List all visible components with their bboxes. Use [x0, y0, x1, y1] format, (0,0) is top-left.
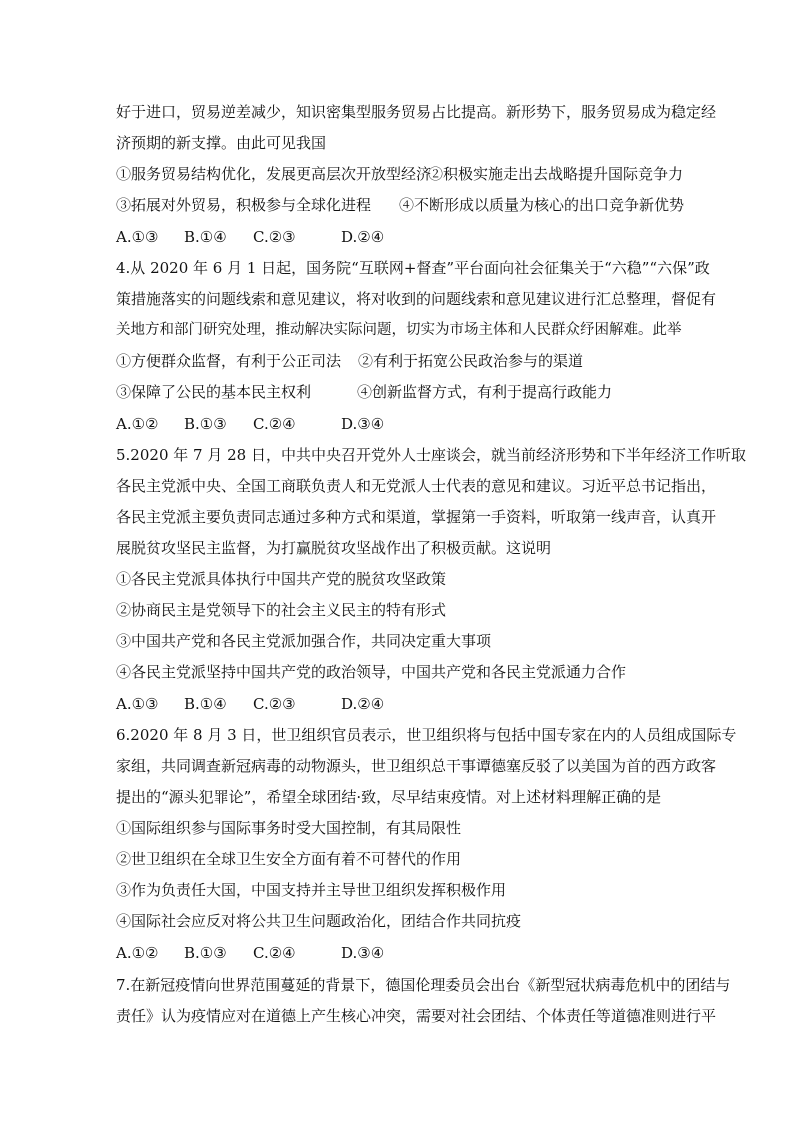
q3-answer-a: A.①③ [116, 228, 159, 246]
q6-line-2: 家组，共同调查新冠病毒的动物源头，世卫组织总干事谭德塞反驳了以美国为首的西方政客 [116, 757, 717, 775]
q4-options-row-2 [0, 382, 794, 402]
q3-option-3: ③拓展对外贸易，积极参与全球化进程 [116, 196, 372, 214]
q3-answer-d: D.②④ [341, 228, 385, 246]
q3-option-1: ①服务贸易结构优化，发展更高层次开放型经济 [116, 165, 432, 183]
q3-line-2: 济预期的新支撑。由此可见我国 [116, 134, 327, 152]
q6-answer-row [0, 943, 794, 963]
q6-line-1: 6.2020 年 8 月 3 日，世卫组织官员表示，世卫组织将与包括中国专家在内的人员组成国际专 [116, 726, 737, 744]
q4-answer-c: C.②④ [253, 415, 296, 433]
q4-line-1: 4.从 2020 年 6 月 1 日起，国务院“互联网+督查”平台面向社会征集关于“六稳”“六保”政 [116, 259, 710, 277]
q6-answer-a: A.①② [116, 944, 159, 962]
q5-answer-row [0, 694, 794, 714]
q3-option-2: ②积极实施走出去战略提升国际竞争力 [428, 165, 684, 183]
q5-option-1: ①各民主党派具体执行中国共产党的脱贫攻坚政策 [116, 570, 447, 588]
q3-answer-b: B.①④ [184, 228, 227, 246]
q5-line-4: 展脱贫攻坚民主监督，为打赢脱贫攻坚战作出了积极贡献。这说明 [116, 539, 552, 557]
q5-answer-b: B.①④ [184, 695, 227, 713]
q3-line-1: 好于进口，贸易逆差减少，知识密集型服务贸易占比提高。新形势下，服务贸易成为稳定经 [116, 103, 717, 121]
q4-answer-a: A.①② [116, 415, 159, 433]
q6-option-3: ③作为负责任大国，中国支持并主导世卫组织发挥积极作用 [116, 881, 507, 899]
q4-option-4: ④创新监督方式，有利于提高行政能力 [357, 383, 613, 401]
q5-option-2: ②协商民主是党领导下的社会主义民主的特有形式 [116, 601, 447, 619]
q7-line-2: 责任》认为疫情应对在道德上产生核心冲突，需要对社会团结、个体责任等道德准则进行平 [116, 1007, 717, 1025]
q6-answer-b: B.①③ [184, 944, 227, 962]
q3-answer-c: C.②③ [253, 228, 296, 246]
q5-answer-d: D.②④ [341, 695, 385, 713]
q3-options-row-1 [0, 164, 794, 184]
q5-line-1: 5.2020 年 7 月 28 日，中共中央召开党外人士座谈会，就当前经济形势和下半年经济工作听取 [116, 446, 746, 464]
q7-line-1: 7.在新冠疫情向世界范围蔓延的背景下，德国伦理委员会出台《新型冠状病毒危机中的团结与 [116, 976, 731, 994]
q4-answer-d: D.③④ [341, 415, 385, 433]
q6-line-3: 提出的“源头犯罪论”，希望全球团结·致，尽早结束疫情。对上述材料理解正确的是 [116, 788, 662, 806]
q6-answer-c: C.②④ [253, 944, 296, 962]
q4-option-2: ②有利于拓宽公民政治参与的渠道 [358, 352, 584, 370]
q4-answer-b: B.①③ [184, 415, 227, 433]
q3-option-4: ④不断形成以质量为核心的出口竞争新优势 [399, 196, 685, 214]
q6-option-2: ②世卫组织在全球卫生安全方面有着不可替代的作用 [116, 850, 462, 868]
q4-option-1: ①方便群众监督，有利于公正司法 [116, 352, 342, 370]
q6-option-1: ①国际组织参与国际事务时受大国控制，有其局限性 [116, 819, 462, 837]
q5-option-4: ④各民主党派坚持中国共产党的政治领导，中国共产党和各民主党派通力合作 [116, 663, 627, 681]
q6-answer-d: D.③④ [341, 944, 385, 962]
q3-answer-row [0, 227, 794, 247]
q4-options-row-1 [0, 351, 794, 371]
q4-answer-row [0, 414, 794, 434]
q3-options-row-2 [0, 195, 794, 215]
q6-option-4: ④国际社会应反对将公共卫生问题政治化，团结合作共同抗疫 [116, 912, 522, 930]
q4-line-3: 关地方和部门研究处理，推动解决实际问题，切实为市场主体和人民群众纾困解难。此举 [116, 322, 682, 338]
q4-option-3: ③保障了公民的基本民主权利 [116, 383, 312, 401]
q5-line-2: 各民主党派中央、全国工商联负责人和无党派人士代表的意见和建议。习近平总书记指出， [116, 477, 717, 495]
q5-answer-c: C.②③ [253, 695, 296, 713]
q4-line-2: 策措施落实的问题线索和意见建议，将对收到的问题线索和意见建议进行汇总整理，督促有 [116, 290, 717, 308]
q5-option-3: ③中国共产党和各民主党派加强合作，共同决定重大事项 [116, 632, 492, 650]
q5-line-3: 各民主党派主要负责同志通过多种方式和渠道，掌握第一手资料，听取第一线声音，认真开 [116, 508, 717, 526]
q5-answer-a: A.①③ [116, 695, 159, 713]
